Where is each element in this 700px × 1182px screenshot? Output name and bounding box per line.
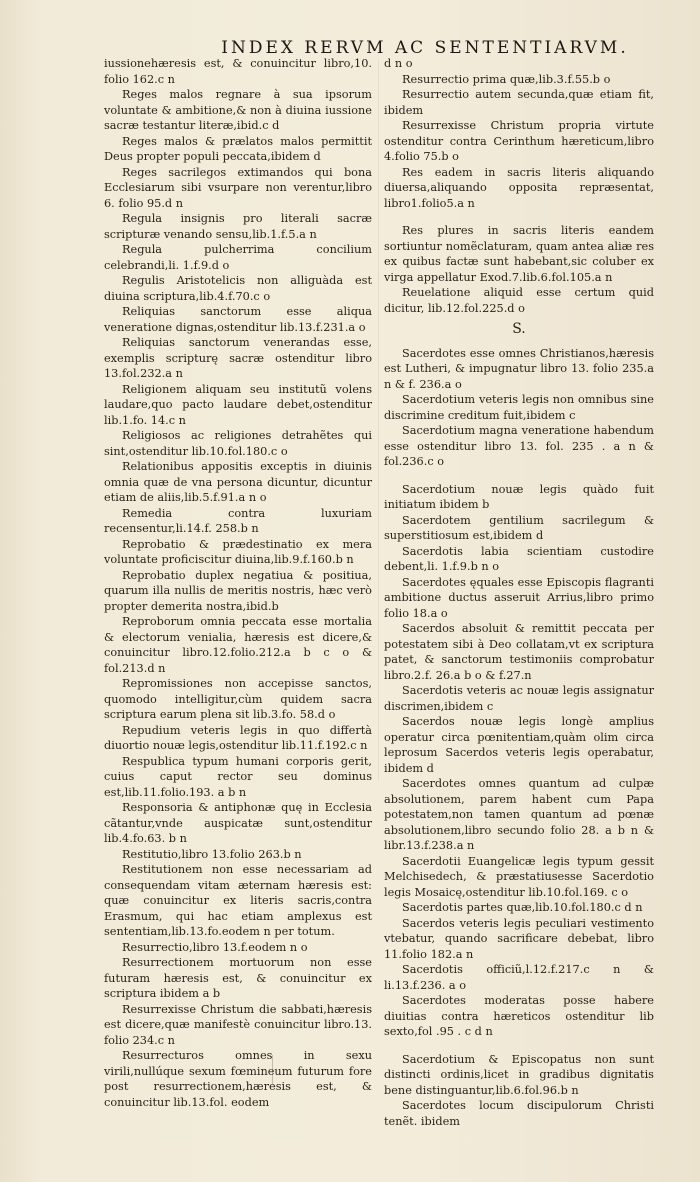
running-header [0, 38, 700, 58]
index-entry: Reprobatio & prædestinatio ex mera voluntate proficiscitur diuina,lib.9.f.160.b n [104, 537, 372, 566]
index-entry: Sacerdos nouæ legis longè amplius operatur circa pœnitentiam,quàm olim circa leprosum Sacerdos veteris legis operabatur, ibidem d [384, 715, 654, 775]
index-entry: d n o [384, 57, 413, 70]
index-entry: Sacerdotium & Episcopatus non sunt distincti ordinis,licet in gradibus dignitatis bene distinguantur,lib.6.fol.96.b n [384, 1052, 654, 1097]
index-entry: Sacerdotes moderatas posse habere diuitias contra hæreticos ostenditur lib sexto,fol .95 . c d n [384, 994, 654, 1038]
margin-mark [272, 1055, 273, 1085]
index-entry: Sacerdotium nouæ legis quàdo fuit initiatum ibidem b [384, 482, 654, 511]
index-entry: Restitutio,libro 13.folio 263.b n [122, 847, 302, 861]
index-entry: Resurrectio autem secunda,quæ etiam fit, ibidem [384, 88, 654, 117]
index-entry: Resurrectio prima quæ,lib.3.f.55.b o [402, 72, 611, 86]
index-entry: Sacerdotis partes quæ,lib.10.fol.180.c d n [402, 901, 643, 914]
index-entry: Resurrecturos omnes in sexu virili,nullúque sexum fœmineum futurum fore post resurrectionem,hæresis est, & conuincitur lib.13.fol. eodem [104, 1049, 372, 1109]
column-divider [378, 60, 379, 780]
index-entry: Regula pulcherrima concilium celebrandi,li. 1.f.9.d o [104, 243, 372, 272]
index-entry: Res plures in sacris literis eandem sortiuntur nomẽclaturam, quam antea aliæ res ex quibus factæ sunt habebant,sic coluber ex virga appellatur Exod.7.lib.6.fol.105.a n [384, 224, 654, 284]
index-entry: Sacerdotii Euangelicæ legis typum gessit Melchisedech, & præstatiusesse Sacerdotio legis Mosaicę,ostenditur lib.10.fol.169. c o [384, 854, 654, 899]
index-entry: Reges malos regnare à sua ipsorum voluntate & ambitione,& non à diuina iussione sacræ testantur literæ,ibid.c d [104, 88, 372, 132]
index-entry: Resurrectio,libro 13.f.eodem n o [122, 940, 308, 954]
index-entry: Respublica typum humani corporis gerit, cuius caput rector seu dominus est,lib.11.folio.193. a b n [104, 754, 372, 799]
index-entry: Relationibus appositis exceptis in diuinis omnia quæ de vna persona dicuntur, dicuntur etiam de aliis,lib.5.f.91.a n o [104, 460, 372, 504]
index-entry: Remedia contra luxuriam recensentur,li.14.f. 258.b n [104, 506, 372, 535]
index-entry: Sacerdotes esse omnes Christianos,hæresis est Lutheri, & impugnatur libro 13. folio 235.a n & f. 236.a o [384, 346, 654, 391]
index-entry: Restitutionem non esse necessariam ad consequendam vitam æternam hæresis est: quæ conuincitur ex literis sacris,contra Erasmum, qui hac etiam amplexus est sententiam,lib.13.fo.eodem n per totum. [104, 863, 372, 938]
index-entry: Regula insignis pro literali sacræ scripturæ venando sensu,lib.1.f.5.a n [104, 212, 372, 241]
index-entry: Reprobatio duplex negatiua & positiua, quarum illa nullis de meritis nostris, hæc verò propter demerita nostra,ibid.b [104, 568, 372, 613]
index-entry: Resurrectionem mortuorum non esse futuram hæresis est, & conuincitur ex scriptura ibidem a b [104, 956, 372, 1000]
index-entry: Reliquias sanctorum venerandas esse, exemplis scripturę sacræ ostenditur libro 13.fol.232.a n [104, 336, 372, 380]
entry-spacer [384, 470, 654, 482]
index-entry: Religiosos ac religiones detrahẽtes qui sint,ostenditur lib.10.fol.180.c o [104, 429, 372, 458]
index-entry: Responsoria & antiphonæ quę in Ecclesia cãtantur,vnde auspicatæ sunt,ostenditur lib.4.fo.63. b n [104, 801, 372, 845]
right-column [384, 56, 654, 1129]
index-entry: Sacerdotes locum discipulorum Christi tenẽt. ibidem [384, 1099, 654, 1128]
index-entry: Sacerdos absoluit & remittit peccata per potestatem sibi à Deo collatam,vt ex scriptura patet, & sanctorum testimoniis comprobatur libro.2.f. 26.a b o & f.27.n [384, 622, 654, 682]
index-entry: Repromissiones non accepisse sanctos, quomodo intelligitur,cùm quidem sacra scriptura earum plena sit lib.3.fo. 58.d o [104, 677, 372, 721]
index-entry: Sacerdos veteris legis peculiari vestimento vtebatur, quando sacrificare debebat, libro 11.folio 182.a n [384, 916, 654, 961]
index-entry: Reges malos & prælatos malos permittit Deus propter populi peccata,ibidem d [104, 134, 372, 163]
index-entry: Repudium veteris legis in quo differtà diuortio nouæ legis,ostenditur lib.11.f.192.c n [104, 723, 372, 752]
entry-spacer [384, 211, 654, 223]
index-entry: Res eadem in sacris literis aliquando diuersa,aliquando opposita repræsentat, libro1.folio5.a n [384, 165, 654, 210]
index-entry: Sacerdotis veteris ac nouæ legis assignatur discrimen,ibidem c [384, 684, 654, 713]
index-entry: Reges sacrilegos extimandos qui bona Ecclesiarum sibi vsurpare non verentur,libro 6. folio 95.d n [104, 165, 372, 210]
index-entry: Sacerdotium veteris legis non omnibus sine discrimine creditum fuit,ibidem c [384, 393, 654, 422]
entry-spacer [384, 1040, 654, 1052]
index-entry: Reuelatione aliquid esse certum quid dicitur, lib.12.fol.225.d o [384, 286, 654, 315]
index-entry: Sacerdotis officiũ,l.12.f.217.c n & li.13.f.236. a o [384, 963, 654, 992]
index-entry: iussionehæresis est, & conuincitur libro,10. folio 162.c n [104, 57, 372, 86]
index-entry: Reliquias sanctorum esse aliqua veneratione dignas,ostenditur lib.13.f.231.a o [104, 305, 372, 334]
index-entry: Resurrexisse Christum propria virtute ostenditur contra Cerinthum hæreticum,libro 4.folio 75.b o [384, 119, 654, 163]
section-heading: S. [512, 321, 526, 337]
index-entry: Religionem aliquam seu institutũ volens laudare,quo pacto laudare debet,ostenditur lib.1.fo. 14.c n [104, 382, 372, 427]
index-entry: Sacerdotem gentilium sacrilegum & superstitiosum est,ibidem d [384, 513, 654, 542]
left-column [104, 56, 372, 1110]
index-entry: Resurrexisse Christum die sabbati,hæresis est dicere,quæ manifestè conuincitur libro.13. folio 234.c n [104, 1002, 372, 1047]
page-title: INDEX RERVM AC SENTENTIARVM. [221, 38, 629, 58]
index-entry: Regulis Aristotelicis non alliguàda est diuina scriptura,lib.4.f.70.c o [104, 274, 372, 303]
index-entry: Sacerdotis labia scientiam custodire debent,li. 1.f.9.b n o [384, 544, 654, 573]
index-entry: Reproborum omnia peccata esse mortalia & electorum venialia, hæresis est dicere,& conuincitur libro.12.folio.212.a b c o & fol.213.d n [104, 615, 372, 675]
index-entry: Sacerdotium magna veneratione habendum esse ostenditur libro 13. fol. 235 . a n & fol.236.c o [384, 424, 654, 468]
index-entry: Sacerdotes ęquales esse Episcopis flagranti ambitione ductus asseruit Arrius,libro primo folio 18.a o [384, 575, 654, 620]
index-entry: Sacerdotes omnes quantum ad culpæ absolutionem, parem habent cum Papa potestatem,non tamen quantum ad pœnæ absolutionem,libro secundo folio 28. a b n & libr.13.f.238.a n [384, 777, 654, 852]
